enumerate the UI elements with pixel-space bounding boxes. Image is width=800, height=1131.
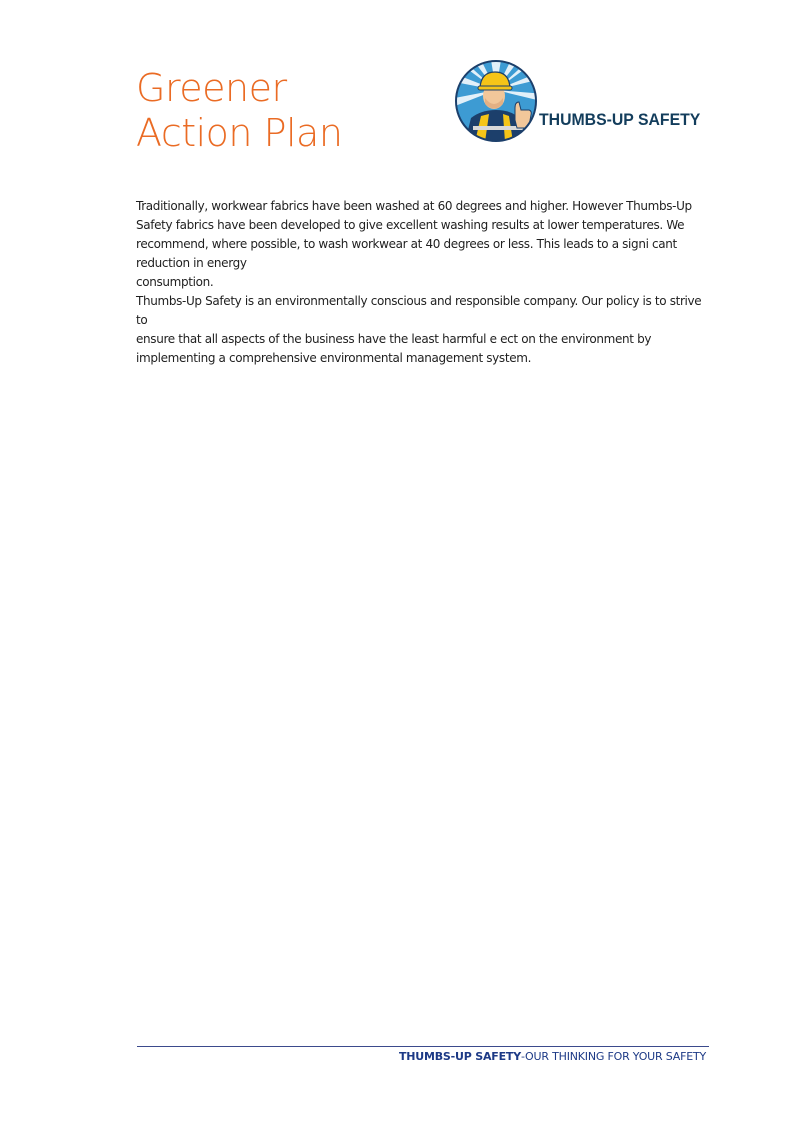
worker-thumbs-up-icon	[455, 60, 545, 142]
brand-logo-text: THUMBS-UP SAFETY	[539, 110, 701, 129]
brand-logo	[455, 60, 710, 142]
footer-tagline	[399, 1050, 706, 1063]
paragraph-1-line: recommend, where possible, to wash workwear at 40 degrees or less. This leads to a signi cant	[136, 237, 677, 251]
footer-divider	[137, 1046, 709, 1047]
paragraph-1-line: consumption.	[136, 275, 214, 289]
paragraph-1-line: Safety fabrics have been developed to give excellent washing results at lower temperatures. We	[136, 218, 685, 232]
paragraph-2-line: Thumbs-Up Safety is an environmentally conscious and responsible company. Our policy is to strive to	[136, 294, 702, 327]
page-title-line-2: Action Plan	[136, 111, 343, 155]
footer-brand: THUMBS-UP SAFETY	[398, 1050, 521, 1063]
body-text	[136, 197, 706, 368]
paragraph-2	[136, 292, 706, 368]
paragraph-2-line: ensure that all aspects of the business have the least harmful e ect on the environment by	[136, 332, 652, 346]
page-title	[136, 66, 342, 156]
page-title-line-1: Greener	[136, 66, 287, 110]
paragraph-1	[136, 197, 706, 292]
paragraph-2-line: implementing a comprehensive environmental management system.	[136, 351, 532, 365]
paragraph-1-line: Traditionally, workwear fabrics have been washed at 60 degrees and higher. However Thumbs-Up	[136, 199, 692, 213]
footer-slogan: -OUR THINKING FOR YOUR SAFETY	[520, 1050, 706, 1063]
paragraph-1-line: reduction in energy	[136, 256, 247, 270]
